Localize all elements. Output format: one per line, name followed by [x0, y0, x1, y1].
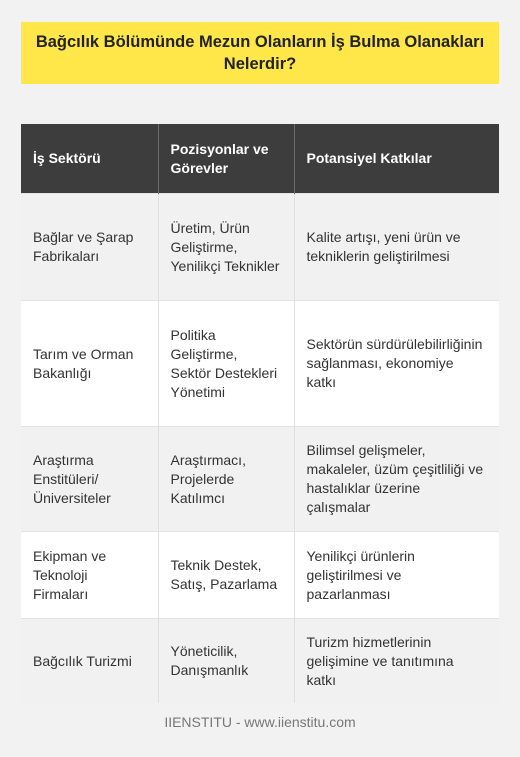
page-title: Bağcılık Bölümünde Mezun Olanların İş Bulma Olanakları Nelerdir? [35, 33, 485, 73]
contributions-cell: Kalite artışı, yeni ürün ve tekniklerin geliştirilmesi [294, 194, 499, 301]
column-header-sector: İş Sektörü [21, 124, 158, 194]
positions-cell: Politika Geliştirme, Sektör Destekleri Yönetimi [158, 301, 294, 427]
column-header-positions: Pozisyonlar ve Görevler [158, 124, 294, 194]
positions-cell: Teknik Destek, Satış, Pazarlama [158, 532, 294, 619]
table-row [21, 427, 499, 532]
sector-cell: Ekipman ve Teknoloji Firmaları [21, 532, 158, 619]
table-header-row [21, 124, 499, 194]
footer-credit: IIENSTITU - www.iienstitu.com [164, 714, 356, 730]
contributions-cell: Bilimsel gelişmeler, makaleler, üzüm çeşitliliği ve hastalıklar üzerine çalışmalar [294, 427, 499, 532]
table-row [21, 619, 499, 704]
positions-cell: Araştırmacı, Projelerde Katılımcı [158, 427, 294, 532]
table-row [21, 194, 499, 301]
sector-cell: Bağcılık Turizmi [21, 619, 158, 704]
table-row [21, 532, 499, 619]
sector-cell: Araştırma Enstitüleri/ Üniversiteler [21, 427, 158, 532]
contributions-cell: Sektörün sürdürülebilirliğinin sağlanması, ekonomiye katkı [294, 301, 499, 427]
contributions-cell: Yenilikçi ürünlerin geliştirilmesi ve pazarlanması [294, 532, 499, 619]
contributions-cell: Turizm hizmetlerinin gelişimine ve tanıtımına katkı [294, 619, 499, 704]
table-row [21, 301, 499, 427]
positions-cell: Üretim, Ürün Geliştirme, Yenilikçi Teknikler [158, 194, 294, 301]
positions-cell: Yöneticilik, Danışmanlık [158, 619, 294, 704]
title-banner [21, 22, 499, 84]
career-table [21, 124, 499, 703]
sector-cell: Tarım ve Orman Bakanlığı [21, 301, 158, 427]
sector-cell: Bağlar ve Şarap Fabrikaları [21, 194, 158, 301]
column-header-contributions: Potansiyel Katkılar [294, 124, 499, 194]
